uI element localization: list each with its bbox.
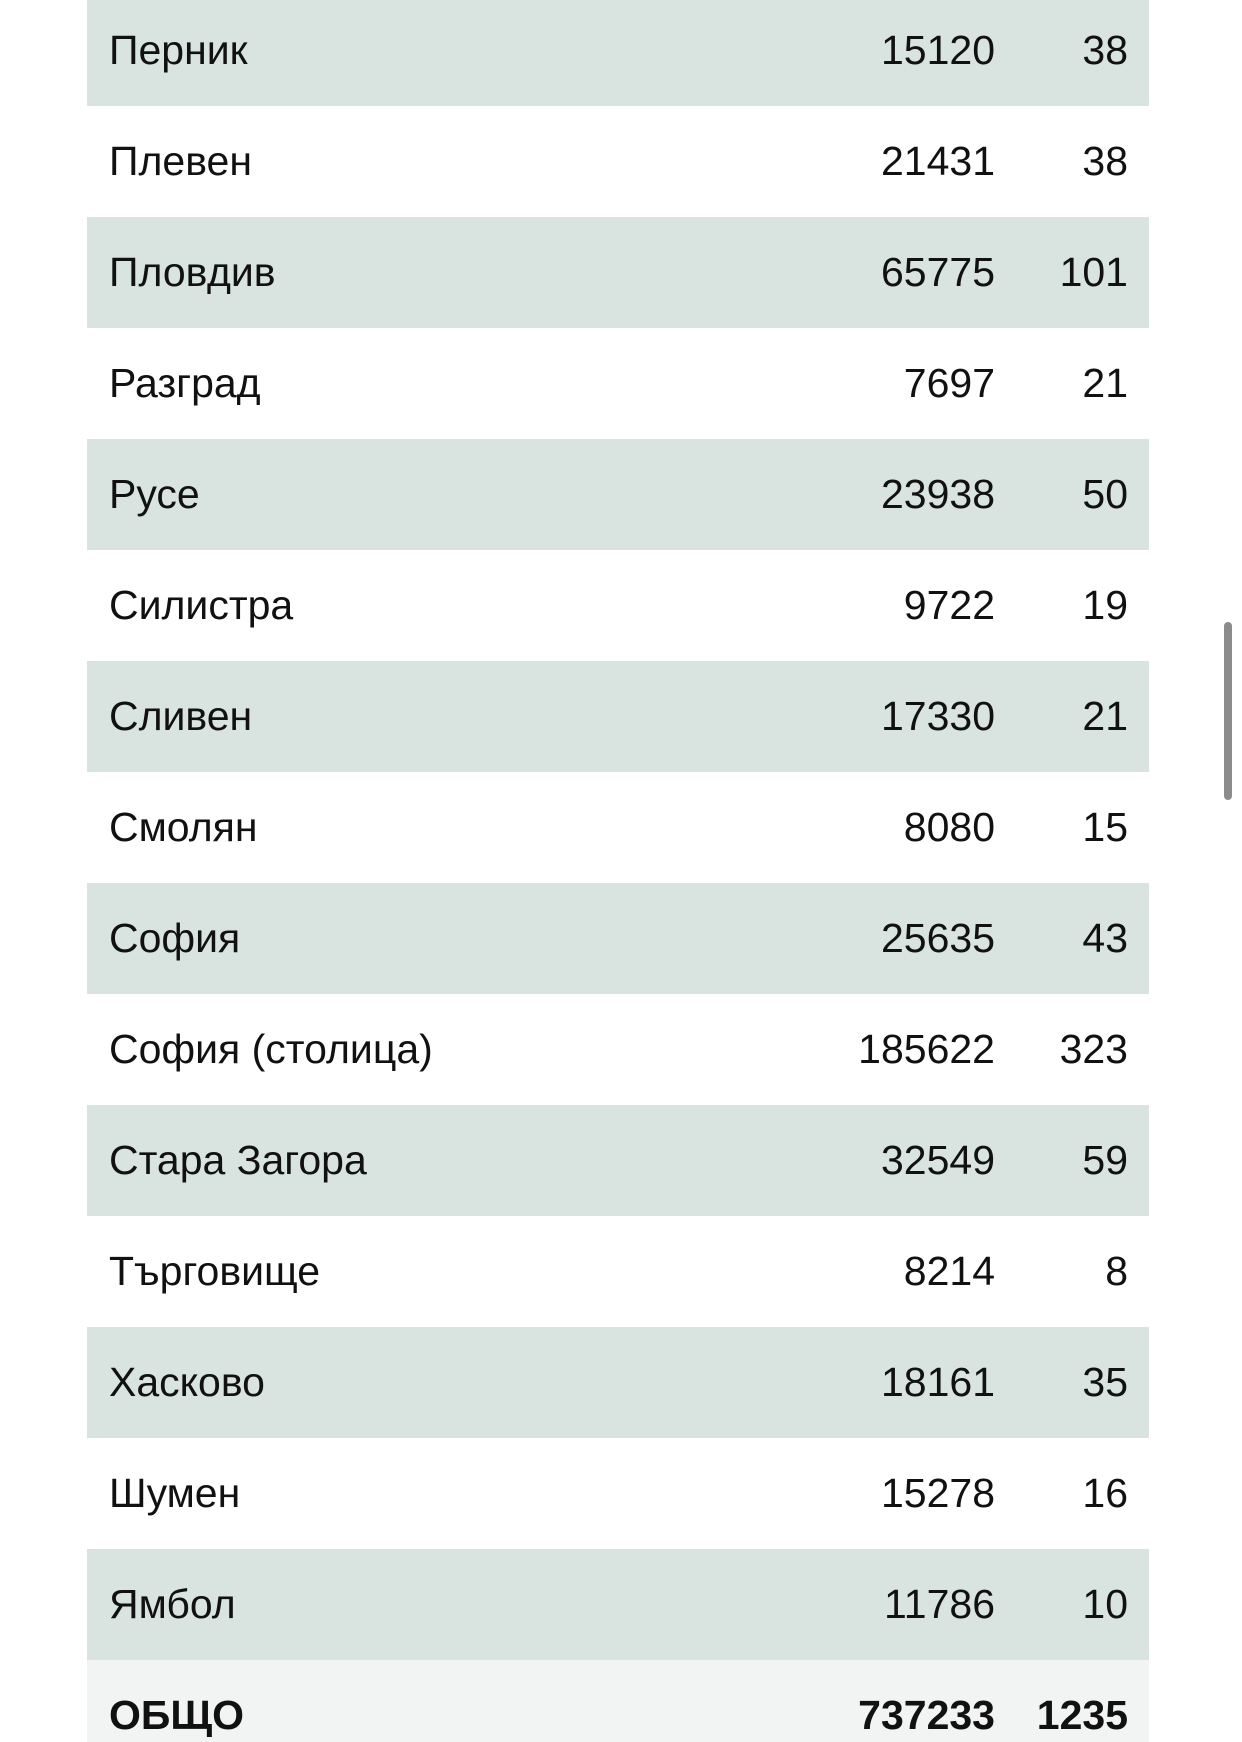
total-row bbox=[87, 1660, 1149, 1742]
region-name: Сливен bbox=[109, 693, 253, 739]
value-column-2: 21 bbox=[1082, 360, 1128, 406]
value-column-1: 15278 bbox=[880, 1470, 995, 1516]
table-row bbox=[87, 439, 1149, 550]
value-column-2: 21 bbox=[1082, 693, 1128, 739]
total-value-1: 737233 bbox=[858, 1692, 995, 1738]
region-name: Разград bbox=[109, 360, 261, 406]
region-name: Пловдив bbox=[109, 249, 276, 295]
region-name: Перник bbox=[109, 27, 248, 73]
table-row bbox=[87, 883, 1149, 994]
value-column-2: 8 bbox=[1105, 1248, 1128, 1294]
results-table bbox=[87, 0, 1149, 1742]
value-column-2: 101 bbox=[1059, 249, 1128, 295]
table-row bbox=[87, 217, 1149, 328]
value-column-2: 16 bbox=[1082, 1470, 1128, 1516]
vertical-scrollbar[interactable] bbox=[1224, 622, 1232, 800]
value-column-2: 323 bbox=[1059, 1026, 1128, 1072]
region-name: София (столица) bbox=[109, 1026, 433, 1072]
table-row bbox=[87, 1105, 1149, 1216]
value-column-2: 19 bbox=[1082, 582, 1128, 628]
table-row bbox=[87, 0, 1149, 106]
value-column-1: 23938 bbox=[880, 471, 995, 517]
total-value-2: 1235 bbox=[1036, 1692, 1128, 1738]
region-name: Русе bbox=[109, 471, 200, 517]
region-name: Плевен bbox=[109, 138, 252, 184]
value-column-1: 11786 bbox=[884, 1581, 995, 1627]
value-column-1: 32549 bbox=[880, 1137, 995, 1183]
value-column-1: 21431 bbox=[880, 138, 995, 184]
value-column-2: 59 bbox=[1082, 1137, 1128, 1183]
value-column-1: 8214 bbox=[903, 1248, 995, 1294]
region-name: София bbox=[109, 915, 241, 961]
value-column-2: 38 bbox=[1082, 138, 1128, 184]
table-row bbox=[87, 1216, 1149, 1327]
table-row bbox=[87, 994, 1149, 1105]
region-name: Шумен bbox=[109, 1470, 241, 1516]
table-row bbox=[87, 106, 1149, 217]
region-name: Силистра bbox=[109, 582, 294, 628]
value-column-1: 185622 bbox=[858, 1026, 995, 1072]
value-column-2: 10 bbox=[1082, 1581, 1128, 1627]
region-name: Хасково bbox=[109, 1359, 265, 1405]
value-column-1: 17330 bbox=[880, 693, 995, 739]
value-column-1: 9722 bbox=[903, 582, 995, 628]
value-column-1: 18161 bbox=[880, 1359, 995, 1405]
value-column-2: 35 bbox=[1082, 1359, 1128, 1405]
value-column-2: 50 bbox=[1082, 471, 1128, 517]
table-row bbox=[87, 1438, 1149, 1549]
value-column-2: 43 bbox=[1082, 915, 1128, 961]
table-row bbox=[87, 1549, 1149, 1660]
table-row bbox=[87, 1327, 1149, 1438]
region-name: Ямбол bbox=[109, 1581, 236, 1627]
total-label: ОБЩО bbox=[109, 1692, 245, 1738]
table-row bbox=[87, 772, 1149, 883]
region-name: Търговище bbox=[109, 1248, 321, 1294]
table-row bbox=[87, 328, 1149, 439]
region-name: Стара Загора bbox=[109, 1137, 367, 1183]
value-column-2: 15 bbox=[1082, 804, 1128, 850]
table-row bbox=[87, 550, 1149, 661]
value-column-1: 15120 bbox=[880, 27, 995, 73]
table-row bbox=[87, 661, 1149, 772]
value-column-1: 8080 bbox=[903, 804, 995, 850]
value-column-1: 25635 bbox=[880, 915, 995, 961]
value-column-1: 65775 bbox=[880, 249, 995, 295]
value-column-1: 7697 bbox=[903, 360, 995, 406]
value-column-2: 38 bbox=[1082, 27, 1128, 73]
region-name: Смолян bbox=[109, 804, 258, 850]
